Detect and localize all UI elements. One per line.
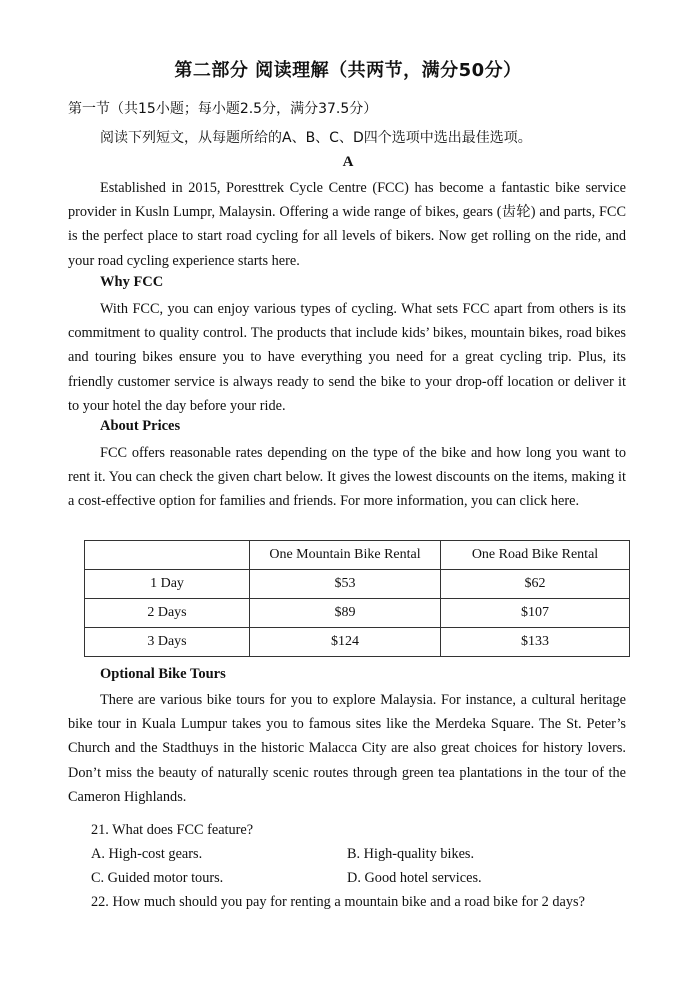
table-header-cell: One Mountain Bike Rental bbox=[250, 541, 441, 570]
page-title: 第二部分 阅读理解（共两节，满分50分） bbox=[174, 60, 522, 81]
table-cell: $133 bbox=[441, 628, 630, 657]
bike-tours-text: There are various bike tours for you to explore Malaysia. For instance, a cultural heritage bike tour in Kuala Lumpur takes you to famous sites like the Merdeka Square. The St. Peter’s Church and the Stadthuys in the historic Malacca City are also great choices for history lovers. Don’t miss the beauty of naturally scenic routes through green tea plantations in the tour of the Cameron Highlands. bbox=[68, 692, 626, 805]
table-row bbox=[85, 628, 630, 657]
table-cell: $62 bbox=[441, 570, 630, 599]
table-header-row bbox=[85, 541, 630, 570]
question-21-option-c: C. Guided motor tours. bbox=[91, 870, 224, 886]
table-header-cell: One Road Bike Rental bbox=[441, 541, 630, 570]
table-cell: $53 bbox=[250, 570, 441, 599]
question-22-stem: 22. How much should you pay for renting a mountain bike and a road bike for 2 days? bbox=[91, 894, 585, 910]
table-cell: $107 bbox=[441, 599, 630, 628]
why-fcc-text: With FCC, you can enjoy various types of cycling. What sets FCC apart from others is its commitment to quality control. The products that include kids’ bikes, mountain bikes, road bikes and touring bikes ensure you to have everything you need for a great cycling trip. Plus, its friendly customer service is always ready to send the bike to your drop-off location or deliver it to your hotel the day before your ride. bbox=[68, 301, 626, 414]
passage-intro bbox=[68, 176, 626, 273]
question-21-stem: 21. What does FCC feature? bbox=[91, 822, 254, 838]
table-header-cell bbox=[85, 541, 250, 570]
table-row bbox=[85, 599, 630, 628]
table-cell: $89 bbox=[250, 599, 441, 628]
about-prices-text: FCC offers reasonable rates depending on the type of the bike and how long you want to rent it. You can check the given chart below. It gives the lowest discounts on the items, making it a cost-effective option for families and friends. For more information, you can click here. bbox=[68, 445, 626, 510]
passage-label: A bbox=[342, 154, 354, 170]
table-cell: 3 Days bbox=[85, 628, 250, 657]
table-cell: $124 bbox=[250, 628, 441, 657]
why-fcc-paragraph bbox=[68, 297, 626, 418]
about-prices-heading: About Prices bbox=[100, 418, 181, 434]
about-prices-paragraph bbox=[68, 441, 626, 514]
passage-intro-text: Established in 2015, Poresttrek Cycle Centre (FCC) has become a fantastic bike service provider in Kusln Lumpr, Malaysin. Offering a wide range of bikes, gears (齿轮) and parts, FCC is the perfect place to start road cycling for all levels of bikers. Now get rolling on the ride, and your road cycling experience starts here. bbox=[68, 180, 626, 269]
table-row bbox=[85, 570, 630, 599]
instruction-text: 阅读下列短文，从每题所给的A、B、C、D四个选项中选出最佳选项。 bbox=[100, 130, 532, 146]
table-cell: 2 Days bbox=[85, 599, 250, 628]
question-21-option-b: B. High-quality bikes. bbox=[347, 846, 475, 862]
table-cell: 1 Day bbox=[85, 570, 250, 599]
price-table bbox=[84, 540, 630, 657]
section-heading: 第一节（共15小题；每小题2.5分，满分37.5分） bbox=[68, 101, 378, 117]
bike-tours-heading: Optional Bike Tours bbox=[100, 666, 226, 682]
question-21-option-a: A. High-cost gears. bbox=[91, 846, 203, 862]
bike-tours-paragraph bbox=[68, 688, 626, 809]
why-fcc-heading: Why FCC bbox=[100, 274, 164, 290]
question-21-option-d: D. Good hotel services. bbox=[347, 870, 482, 886]
